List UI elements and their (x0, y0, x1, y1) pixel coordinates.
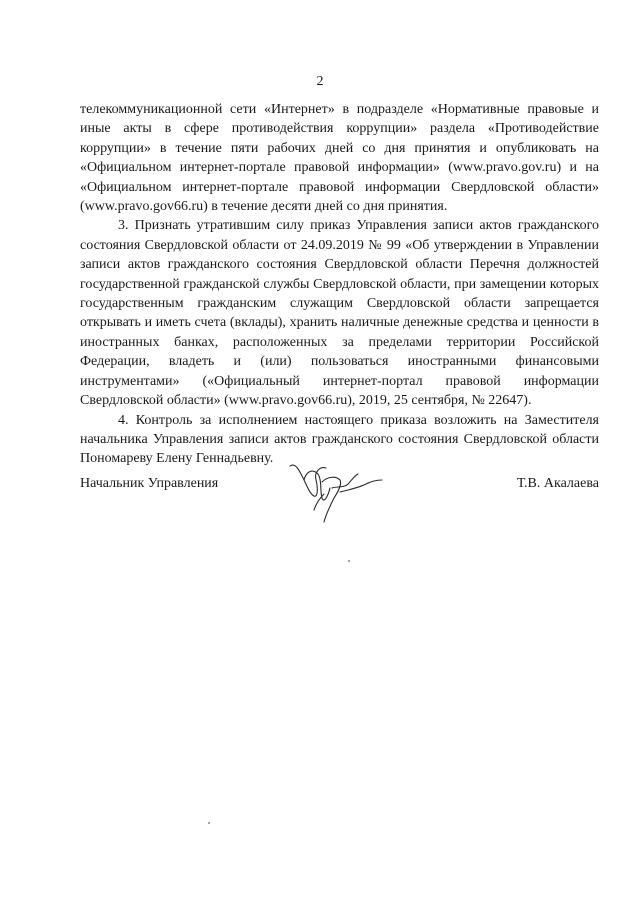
paragraph-continuation: телекоммуникационной сети «Интернет» в подразделе «Нормативные правовые и иные акты в сфере противодействия коррупции» раздела «Противодействие коррупции» в течение пяти рабочих дней со дня принятия и опубликовать на «Официальном интернет-портале правовой информации» (www.pravo.gov.ru) и на «Официальном интернет-портале правовой информации Свердловской области» (www.pravo.gov66.ru) в течение десяти дней со дня принятия. (80, 102, 599, 215)
paragraph-item-4: 4. Контроль за исполнением настоящего приказа возложить на Заместителя начальника Управления записи актов гражданского состояния Свердловской области Пономареву Елену Геннадьевну. (80, 412, 599, 467)
document-body (80, 100, 599, 469)
page-number: 2 (316, 74, 324, 89)
signatory-name: Т.В. Акалаева (516, 476, 599, 491)
scan-speck (208, 822, 210, 824)
scan-speck (348, 560, 350, 562)
signatory-title: Начальник Управления (80, 476, 219, 491)
handwritten-signature (284, 458, 384, 528)
paragraph-item-3: 3. Признать утратившим силу приказ Управления записи актов гражданского состояния Свердловской области от 24.09.2019 № 99 «Об утверждении в Управлении записи актов гражданского состояния Свердловской области Перечня должностей государственной гражданской службы Свердловской области, при замещении которых государственным гражданским служащим Свердловской области запрещается открывать и иметь счета (вклады), хранить наличные денежные средства и ценности в иностранных банках, расположенных за пределами территории Российской Федерации, владеть и (или) пользоваться иностранными финансовыми инструментами» («Официальный интернет-портал правовой информации Свердловской области» (www.pravo.gov66.ru), 2019, 25 сентября, № 22647). (80, 218, 599, 409)
